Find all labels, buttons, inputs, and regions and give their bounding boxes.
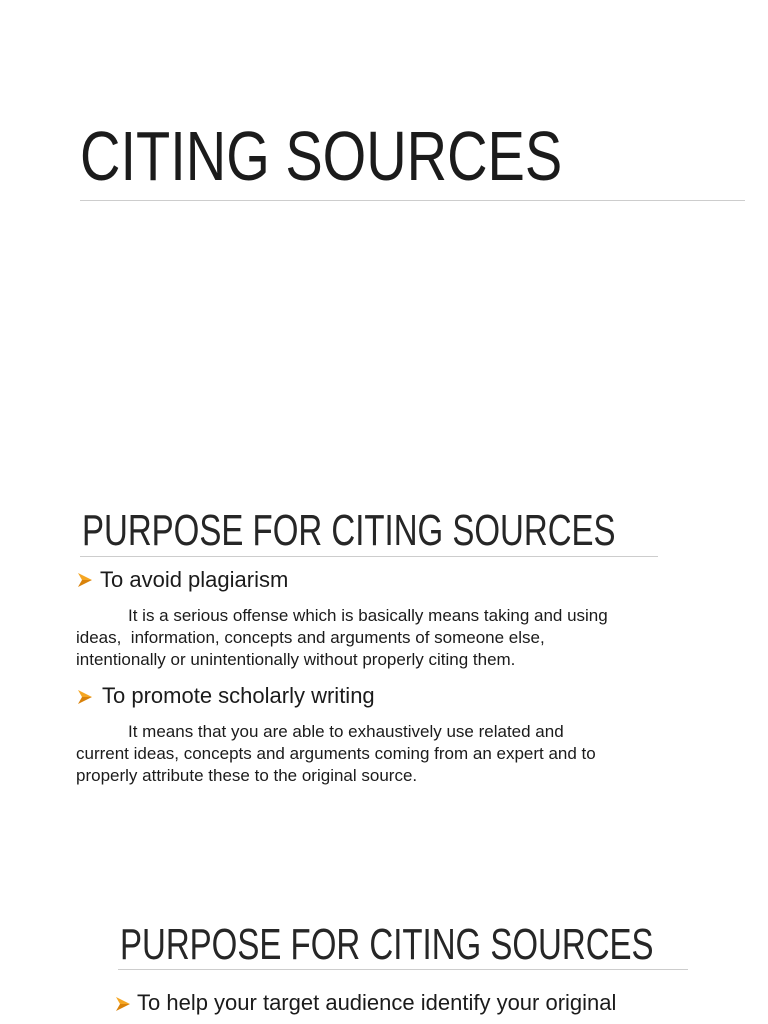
paragraph-line: ideas, information, concepts and arguments of someone else, <box>76 628 545 647</box>
bullet-promote-scholarly-writing: To promote scholarly writing <box>102 683 375 708</box>
bullet-description-paragraph <box>76 605 696 671</box>
paragraph-line: properly attribute these to the original source. <box>76 766 418 785</box>
bullet-description-paragraph <box>76 721 696 787</box>
arrowhead-bullet-icon <box>78 690 92 704</box>
section-divider <box>80 556 658 557</box>
arrowhead-bullet-icon <box>78 573 92 587</box>
arrowhead-bullet-icon <box>116 997 130 1011</box>
paragraph-line: current ideas, concepts and arguments coming from an expert and to <box>76 744 596 763</box>
bullet-help-target-audience: To help your target audience identify your original <box>137 990 617 1015</box>
paragraph-line: intentionally or unintentionally without properly citing them. <box>76 650 516 669</box>
paragraph-line: It means that you are able to exhaustively use related and <box>128 722 564 741</box>
section-divider <box>118 969 688 970</box>
page-title: CITING SOURCES <box>80 117 563 195</box>
section-heading: PURPOSE FOR CITING SOURCES <box>120 920 654 969</box>
title-divider <box>80 200 745 201</box>
section-heading: PURPOSE FOR CITING SOURCES <box>82 506 616 555</box>
bullet-avoid-plagiarism: To avoid plagiarism <box>100 567 289 592</box>
paragraph-line: It is a serious offense which is basically means taking and using <box>128 606 608 625</box>
